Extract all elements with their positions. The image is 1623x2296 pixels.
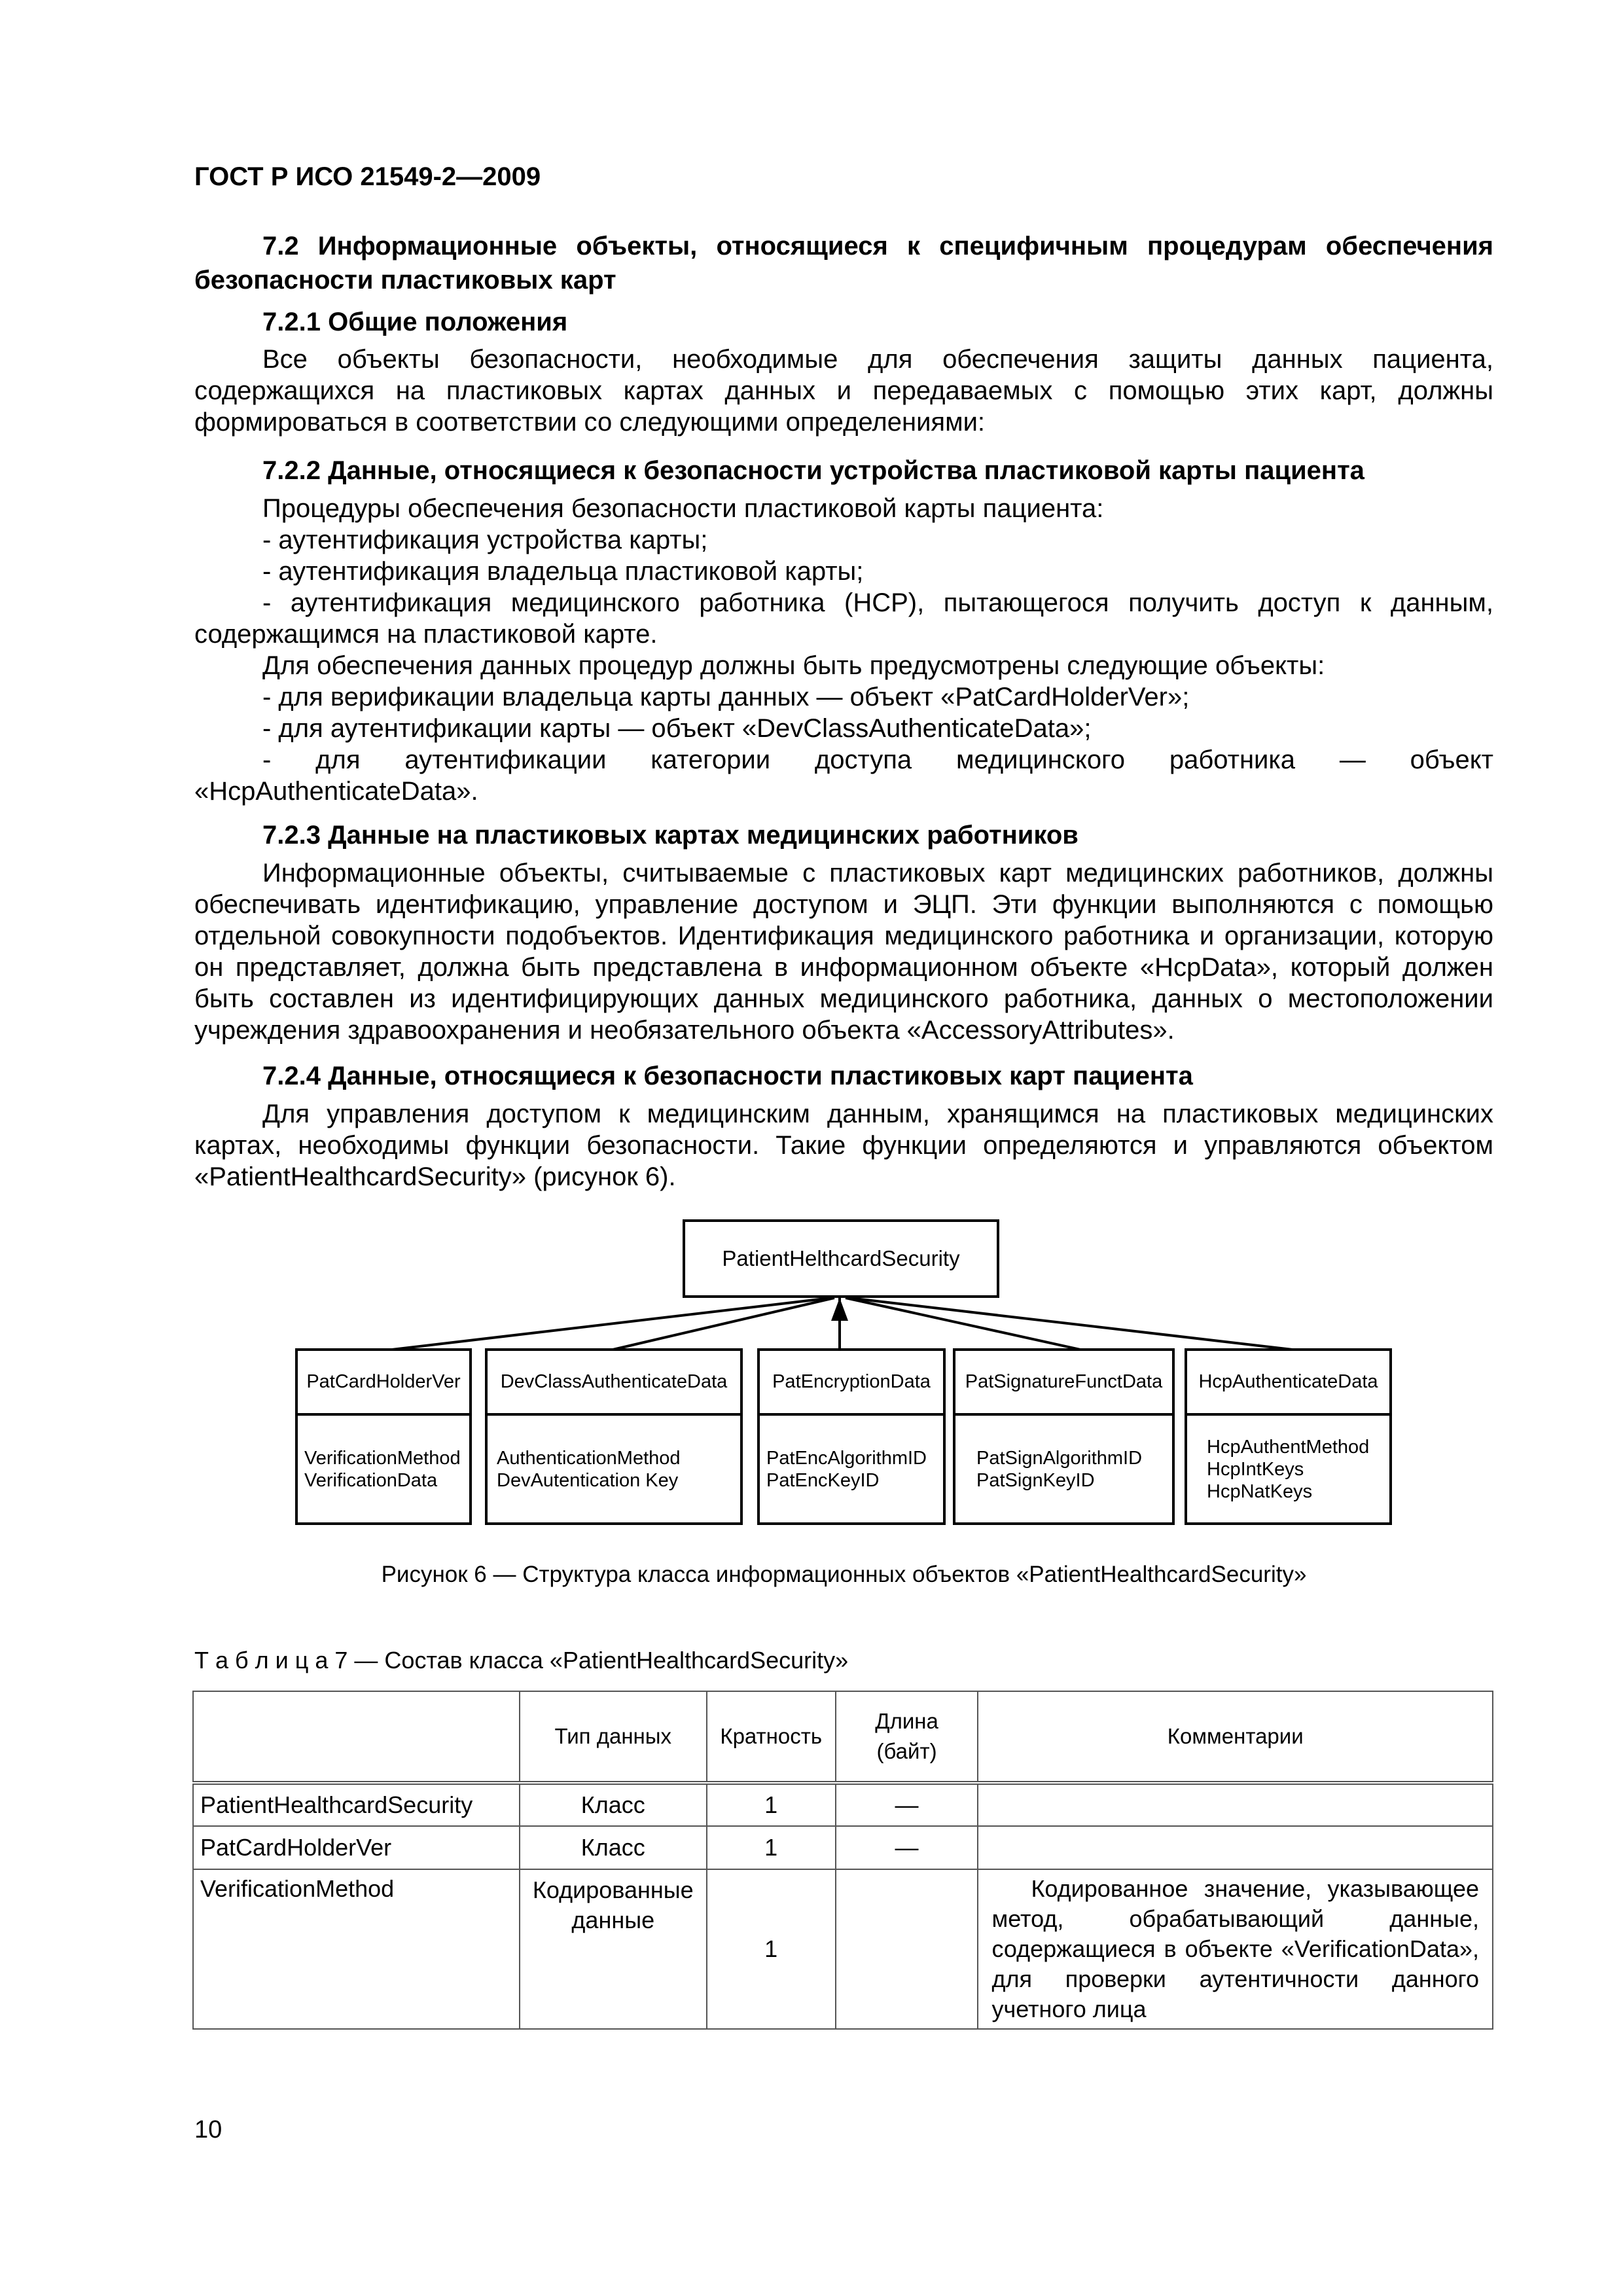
- table-header: Длина (байт): [836, 1691, 978, 1783]
- class-attribute: HcpNatKeys: [1207, 1480, 1313, 1502]
- table-header: Кратность: [707, 1691, 836, 1783]
- class-composition-table: [192, 1691, 1493, 2030]
- connector-line: [846, 1298, 1086, 1351]
- class-attribute: PatSignAlgorithmID: [976, 1447, 1143, 1469]
- table-row: [193, 1869, 1493, 2029]
- section-7-2-2-title: 7.2.2 Данные, относящиеся к безопасности устройства пластиковой карты пациента: [262, 456, 1364, 485]
- section-7-2-1-title: 7.2.1 Общие положения: [262, 308, 568, 336]
- table-cell: 1: [707, 1783, 836, 1826]
- table-cell: VerificationMethod: [193, 1869, 520, 2029]
- table-header-row: [193, 1691, 1493, 1783]
- section-7-2-1-text: Все объекты безопасности, необходимые для обеспечения защиты данных пациента, содержащихся на пластиковых картах данных и передаваемых с помощью этих карт, должны формироваться в соответствии со следующими определениями:: [194, 345, 1493, 437]
- section-7-2-3-title: 7.2.3 Данные на пластиковых картах медицинских работников: [262, 821, 1079, 850]
- list-item: - для аутентификации категории доступа медицинского работника — объект: [262, 745, 1493, 774]
- class-title: PatEncryptionData: [760, 1351, 943, 1416]
- table-header: [193, 1691, 520, 1783]
- section-7-2-2-intro: Процедуры обеспечения безопасности пластиковой карты пациента:: [262, 494, 1104, 523]
- table-header: Комментарии: [978, 1691, 1493, 1783]
- class-attribute: PatSignKeyID: [976, 1469, 1095, 1491]
- section-7-2-2-body: [194, 493, 1493, 807]
- diagram-class-patcardholderver: [295, 1348, 472, 1525]
- class-attributes: [760, 1416, 943, 1522]
- table-caption: Т а б л и ц а 7 — Состав класса «PatientHealthcardSecurity»: [194, 1647, 849, 1674]
- table-cell: Класс: [520, 1783, 707, 1826]
- table-cell: Кодированные данные: [520, 1869, 707, 2029]
- list-item: - аутентификация устройства карты;: [262, 526, 708, 554]
- section-7-2-3-text: Информационные объекты, считываемые с пластиковых карт медицинских работников, должны обеспечивать идентификацию, управление доступом и ЭЦП. Эти функции выполняются с помощью отдельной совокупности подобъектов. Идентификация медицинского работника и организации, которую он представляет, должна быть представлена в информационном объекте «HcpData», который должен быть составлен из идентифицирующих данных медицинского работника, данных о местоположении учреждения здравоохранения и необязательного объекта «AccessoryAttributes».: [194, 859, 1493, 1045]
- class-attribute: HcpAuthentMethod: [1207, 1436, 1370, 1458]
- diagram-class-devclassauthenticatedata: [485, 1348, 743, 1525]
- table-cell: [836, 1869, 978, 2029]
- class-attribute: VerificationMethod: [304, 1447, 461, 1469]
- document-header: ГОСТ Р ИСО 21549-2—2009: [194, 162, 541, 191]
- class-attribute: VerificationData: [304, 1469, 438, 1491]
- class-title: PatCardHolderVer: [298, 1351, 469, 1416]
- table-cell: PatientHealthcardSecurity: [193, 1783, 520, 1826]
- table-row: [193, 1826, 1493, 1869]
- table-cell: Класс: [520, 1826, 707, 1869]
- table-cell: Кодированное значение, указывающее метод, обрабатывающий данные, содержащиеся в объекте «VerificationData», для проверки аутентичности данного учетного лица: [978, 1869, 1493, 2029]
- connector-line: [849, 1298, 1304, 1351]
- table-cell: PatCardHolderVer: [193, 1826, 520, 1869]
- diagram-class-hcpauthenticatedata: [1185, 1348, 1392, 1525]
- table-header: Тип данных: [520, 1691, 707, 1783]
- class-attributes: [1187, 1416, 1389, 1522]
- class-attribute: DevAutentication Key: [497, 1469, 679, 1491]
- list-item: - аутентификация медицинского работника (HCP), пытающегося получить доступ к данным, содержащимся на пластиковой карте.: [194, 588, 1493, 649]
- class-title: PatSignatureFunctData: [955, 1351, 1172, 1416]
- class-attributes: [488, 1416, 740, 1522]
- connector-line: [381, 1298, 831, 1351]
- section-7-2-2-intro2: Для обеспечения данных процедур должны быть предусмотрены следующие объекты:: [262, 651, 1325, 680]
- list-item: - аутентификация владельца пластиковой карты;: [262, 557, 864, 586]
- list-item: - для аутентификации карты — объект «DevClassAuthenticateData»;: [262, 714, 1092, 743]
- class-title: HcpAuthenticateData: [1187, 1351, 1389, 1416]
- page-number: 10: [194, 2116, 223, 2144]
- diagram-class-patsignaturefunctdata: [953, 1348, 1175, 1525]
- class-attribute: PatEncAlgorithmID: [766, 1447, 927, 1469]
- list-item: - для верификации владельца карты данных — объект «PatCardHolderVer»;: [262, 683, 1190, 711]
- figure-caption: Рисунок 6 — Структура класса информационных объектов «PatientHealthcardSecurity»: [381, 1562, 1307, 1587]
- class-attributes: [298, 1416, 469, 1522]
- diagram-class-patencryptiondata: [757, 1348, 946, 1525]
- class-attribute: PatEncKeyID: [766, 1469, 880, 1491]
- table-cell: 1: [707, 1826, 836, 1869]
- class-title: DevClassAuthenticateData: [488, 1351, 740, 1416]
- table-cell: [978, 1826, 1493, 1869]
- list-item-continuation: «HcpAuthenticateData».: [194, 777, 478, 806]
- section-7-2-title: 7.2 Информационные объекты, относящиеся к специфичным процедурам обеспечения безопасности пластиковых карт: [194, 232, 1493, 295]
- table-cell: —: [836, 1826, 978, 1869]
- class-attribute: HcpIntKeys: [1207, 1458, 1304, 1480]
- table-row: [193, 1783, 1493, 1826]
- class-attribute: AuthenticationMethod: [497, 1447, 681, 1469]
- class-attributes: [955, 1416, 1172, 1522]
- table-cell: 1: [707, 1869, 836, 2029]
- section-7-2-4-title: 7.2.4 Данные, относящиеся к безопасности пластиковых карт пациента: [262, 1062, 1193, 1090]
- connector-line: [607, 1298, 834, 1351]
- inheritance-arrowhead: [831, 1298, 848, 1321]
- table-cell: [978, 1783, 1493, 1826]
- diagram-root-class: PatientHelthcardSecurity: [683, 1219, 999, 1298]
- table-cell: —: [836, 1783, 978, 1826]
- section-7-2-4-text: Для управления доступом к медицинским данным, хранящимся на пластиковых медицинских картах, необходимы функции безопасности. Такие функции определяются и управляются объектом «PatientHealthcardSecurity» (рисунок 6).: [194, 1100, 1493, 1191]
